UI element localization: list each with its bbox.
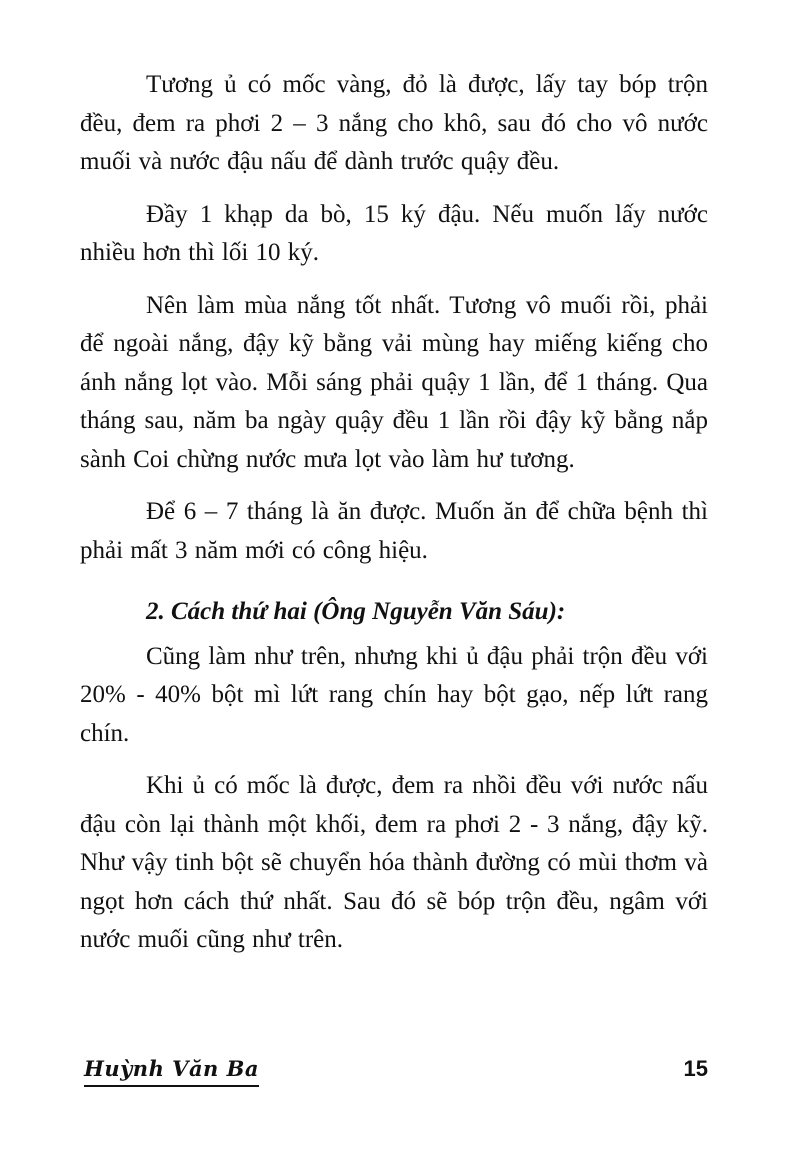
paragraph-mold-drying: Tương ủ có mốc vàng, đỏ là được, lấy tay bóp trộn đều, đem ra phơi 2 – 3 nắng cho khô, sau đó cho vô nước muối và nước đậu nấu để dành trước quậy đều. — [80, 71, 708, 175]
page-number: 15 — [683, 1056, 708, 1081]
paragraph-starch-conversion: Khi ủ có mốc là được, đem ra nhồi đều với nước nấu đậu còn lại thành một khối, đem ra phơi 2 - 3 nắng, đậy kỹ. Như vậy tinh bột sẽ chuyển hóa thành đường có mùi thơm và ngọt hơn cách thứ nhất. Sau đó sẽ bóp trộn đều, ngâm với nước muối cũng như trên. — [80, 772, 708, 953]
paragraph-aging-time: Để 6 – 7 tháng là ăn được. Muốn ăn để chữa bệnh thì phải mất 3 năm mới có công hiệu. — [80, 498, 708, 564]
page-body — [80, 66, 708, 974]
paragraph-sun-season: Nên làm mùa nắng tốt nhất. Tương vô muối rồi, phải để ngoài nắng, đậy kỹ bằng vải mùng hay miếng kiếng cho ánh nắng lọt vào. Mỗi sáng phải quậy 1 lần, để 1 tháng. Qua tháng sau, năm ba ngày quậy đều 1 lần rồi đậy kỹ bằng nắp sành Coi chừng nước mưa lọt vào làm hư tương. — [80, 291, 708, 473]
author-signature: Huỳnh Văn Ba — [84, 1056, 259, 1087]
paragraph-flour-mix: Cũng làm như trên, nhưng khi ủ đậu phải trộn đều với 20% - 40% bột mì lứt rang chín hay bột gạo, nếp lứt rang chín. — [80, 642, 708, 747]
section-heading-method-two: 2. Cách thứ hai (Ông Nguyễn Văn Sáu): — [146, 598, 566, 625]
page-footer — [80, 1052, 708, 1092]
paragraph-jar-quantity: Đầy 1 khạp da bò, 15 ký đậu. Nếu muốn lấy nước nhiều hơn thì lối 10 ký. — [80, 200, 708, 266]
